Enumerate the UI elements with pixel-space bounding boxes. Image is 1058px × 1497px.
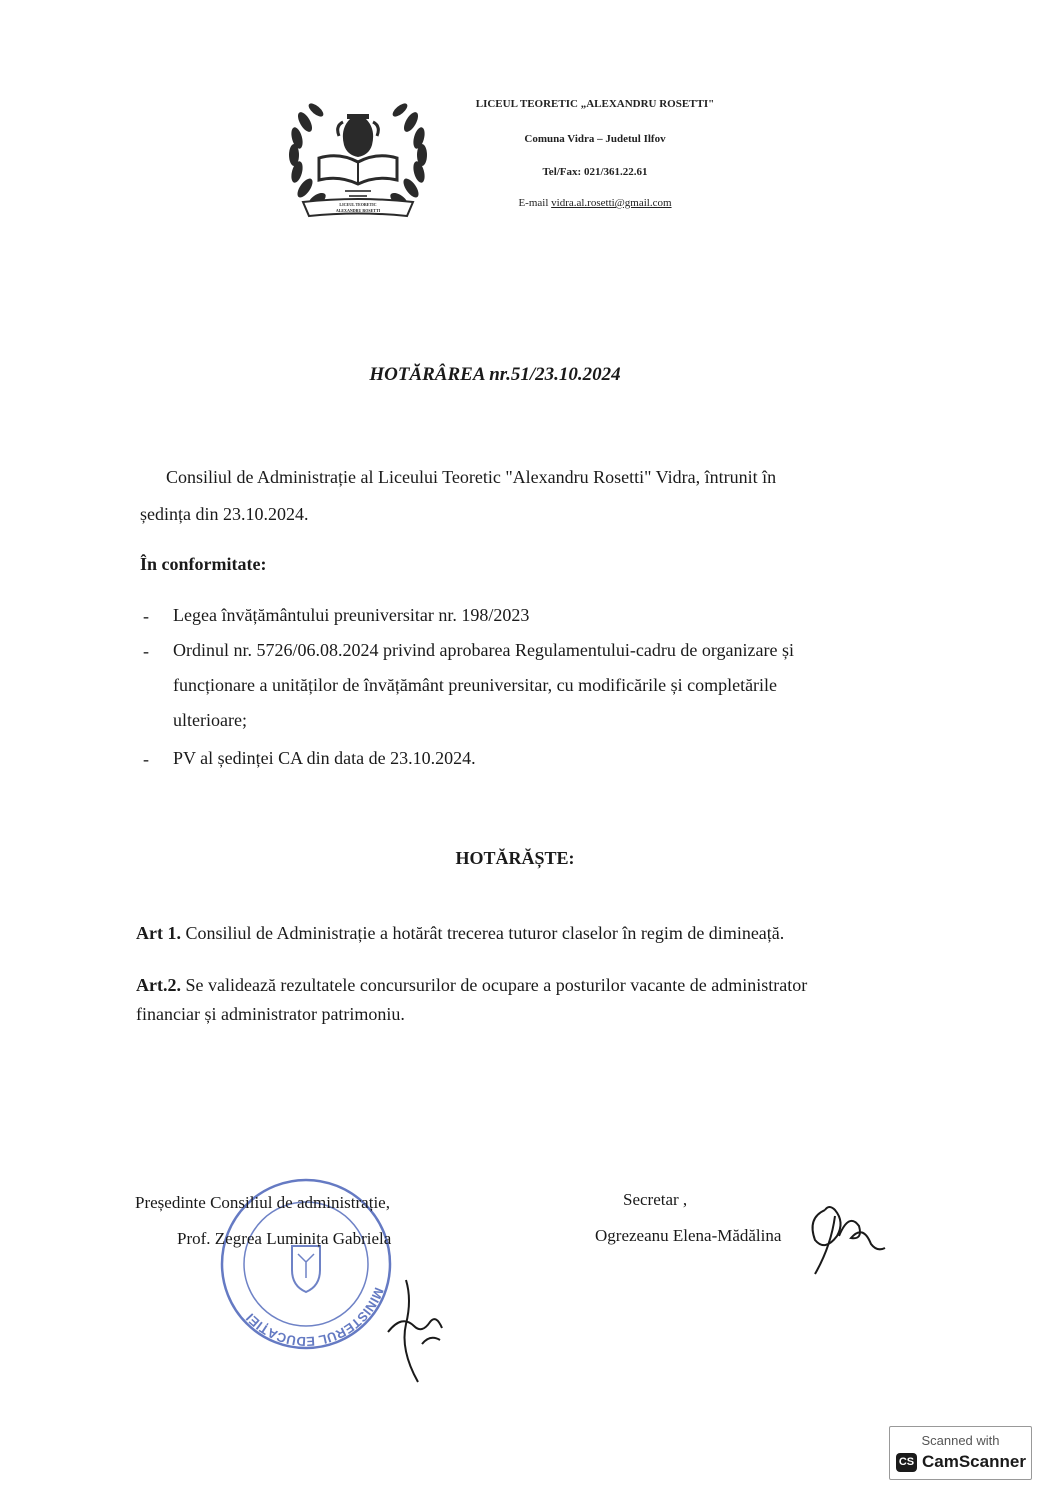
logo-ribbon-line2: ALEXANDRU ROSETTI: [335, 208, 381, 213]
camscanner-logo-icon: CS: [896, 1453, 917, 1472]
bullet-law: Legea învățământului preuniversitar nr. 198/2023: [173, 605, 530, 625]
school-address: Comuna Vidra – Judetul Ilfov: [524, 133, 666, 145]
email-link[interactable]: vidra.al.rosetti@gmail.com: [551, 197, 672, 209]
intro-line-2: ședința din 23.10.2024.: [140, 504, 309, 524]
watermark-line-2: CamScanner: [922, 1452, 1026, 1471]
article-1: [136, 916, 784, 950]
article-2-text: Se validează rezultatele concursurilor de ocupare a posturilor vacante de administrator: [185, 975, 808, 995]
bullet-minutes: PV al ședinței CA din data de 23.10.2024.: [173, 748, 476, 768]
president-role: Președinte Consiliul de administrație,: [135, 1193, 390, 1212]
bullet-order-line-1: Ordinul nr. 5726/06.08.2024 privind aprobarea Regulamentului-cadru de organizare și: [173, 640, 794, 660]
stamp-ring-text: MINISTERUL EDUCAȚIEI: [242, 1285, 387, 1350]
intro-line-1: Consiliul de Administrație al Liceului Teoretic "Alexandru Rosetti" Vidra, întrunit în: [166, 467, 777, 487]
logo-ribbon-line1: LICEUL TEORETIC: [339, 202, 377, 207]
president-name: Prof. Zegrea Luminița Gabriela: [177, 1229, 392, 1248]
school-name: LICEUL TEORETIC „ALEXANDRU ROSETTI": [475, 98, 715, 110]
article-2-line-2: financiar și administrator patrimoniu.: [136, 1004, 405, 1024]
school-email-line: [430, 197, 760, 209]
email-label: E-mail: [518, 197, 549, 209]
watermark-line-1: Scanned with: [921, 1433, 1000, 1448]
secretary-role: Secretar ,: [623, 1190, 688, 1209]
school-phone: Tel/Fax: 021/361.22.61: [542, 166, 648, 178]
bullet-order-line-3: ulterioare;: [173, 710, 247, 730]
article-1-text: Consiliul de Administrație a hotărât trecerea tuturor claselor în regim de dimineață.: [185, 923, 785, 943]
bullet-order-line-2: funcționare a unităților de învățământ preuniversitar, cu modificările și completările: [173, 675, 778, 695]
president-signature: [378, 1272, 458, 1387]
camscanner-watermark: [889, 1426, 1032, 1480]
bullet-dash: -: [143, 749, 149, 769]
school-logo: [283, 92, 433, 224]
bullet-dash: -: [143, 606, 149, 626]
conformity-heading: În conformitate:: [140, 554, 267, 574]
decides-heading: HOTĂRĂȘTE:: [455, 848, 575, 868]
svg-text:MINISTERUL EDUCAȚIEI: [243, 1285, 387, 1349]
document-title: HOTĂRÂREA nr.51/23.10.2024: [369, 364, 621, 385]
article-1-label: Art 1.: [136, 923, 181, 943]
article-2-label: Art.2.: [136, 975, 181, 995]
secretary-signature: [795, 1196, 890, 1276]
secretary-name: Ogrezeanu Elena-Mădălina: [595, 1226, 782, 1245]
bullet-dash: -: [143, 641, 149, 661]
